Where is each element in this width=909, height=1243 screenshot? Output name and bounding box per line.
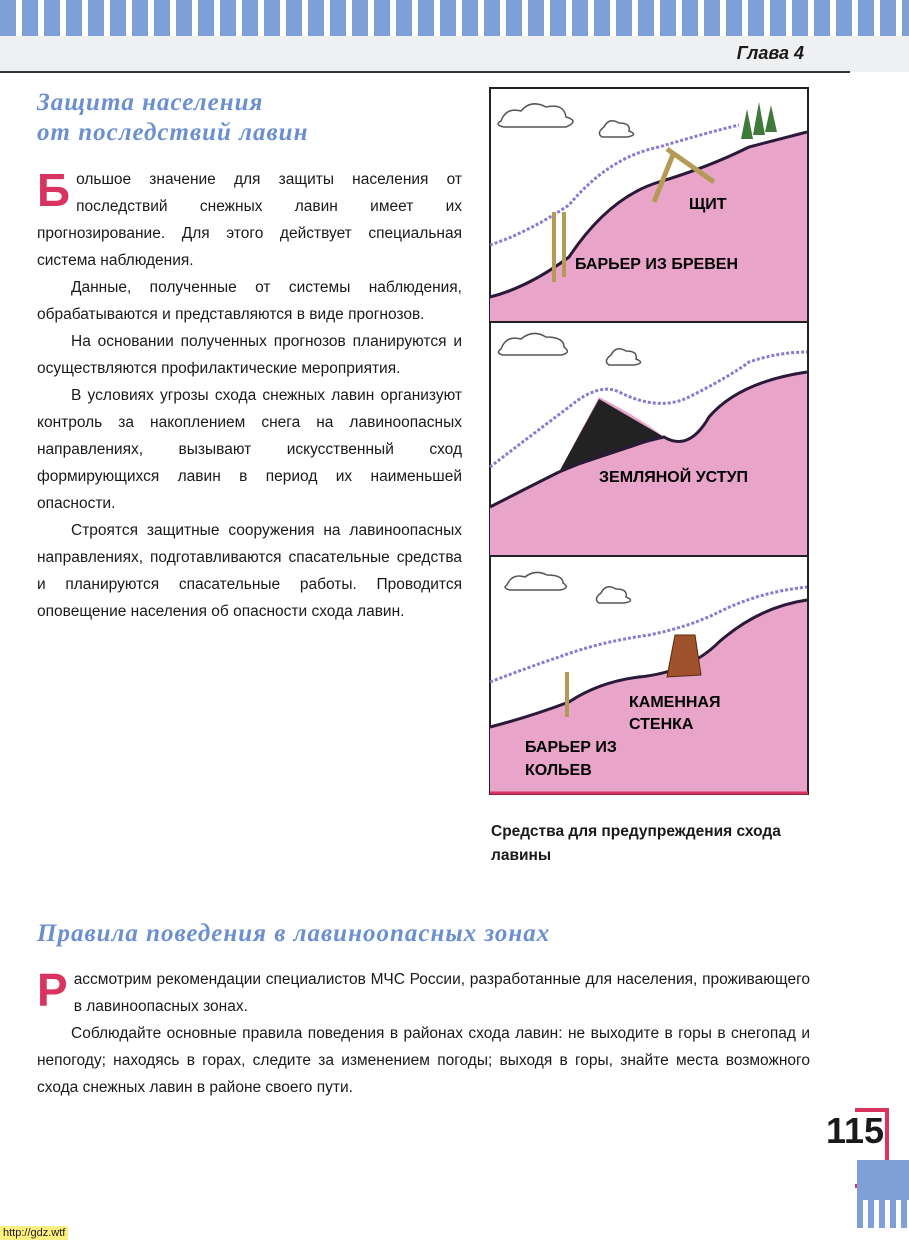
section-title: Правила поведения в лавиноопасных зонах: [37, 920, 551, 947]
watermark: http://gdz.wtf: [0, 1226, 68, 1240]
label-stake-barrier-2: КОЛЬЕВ: [525, 762, 592, 779]
paragraph: [37, 966, 810, 1020]
section-body: [37, 166, 462, 625]
drop-cap: Р: [37, 964, 68, 1016]
paragraph: Строятся защитные сооружения на лавиноопасных направлениях, подготавливаются спасательные средства и планируются спасательные работы. Проводится оповещение населения об опасности схода лавин.: [37, 522, 462, 620]
chapter-label: Глава 4: [736, 43, 804, 63]
label-stone-wall-1: КАМЕННАЯ: [629, 694, 721, 711]
label-stake-barrier-1: БАРЬЕР ИЗ: [525, 739, 617, 756]
paragraph: На основании полученных прогнозов планируются и осуществляются профилактические мероприятия.: [37, 333, 462, 377]
section-body: [37, 966, 810, 1101]
section-title: [37, 88, 308, 148]
label-shield: ЩИТ: [689, 196, 727, 213]
header-stripes: [0, 0, 909, 36]
paragraph-text: ассмотрим рекомендации специалистов МЧС России, разработанные для населения, проживающего в лавиноопасных зонах.: [73, 971, 810, 1015]
label-stone-wall-2: СТЕНКА: [629, 716, 694, 733]
title-line-2: от последствий лавин: [37, 119, 309, 146]
page-corner-stripes: [857, 1200, 909, 1228]
page-number: 115: [826, 1110, 885, 1151]
paragraph: Данные, полученные от системы наблюдения, обрабатываются и представляются в виде прогнозов.: [37, 279, 462, 323]
label-log-barrier: БАРЬЕР ИЗ БРЕВЕН: [575, 256, 738, 273]
page-corner-block: [857, 1160, 909, 1200]
figure-caption: Средства для предупреждения схода лавины: [491, 823, 781, 864]
paragraph-text: ольшое значение для защиты населения от последствий снежных лавин имеет их прогнозирование. Для этого действует специальная система наблюдения.: [37, 171, 462, 269]
paragraph: [37, 166, 462, 274]
header-rule: [0, 71, 850, 73]
drop-cap: Б: [37, 164, 71, 216]
title-line-1: Защита населения: [37, 89, 264, 116]
paragraph: Соблюдайте основные правила поведения в районах схода лавин: не выходите в горы в снегопад и непогоду; находясь в горах, следите за изменением погоды; выходя в горы, знайте места возможного схода снежных лавин в районе своего пути.: [37, 1025, 810, 1096]
avalanche-protection-illustration: [489, 87, 809, 795]
paragraph: В условиях угрозы схода снежных лавин организуют контроль за накоплением снега на лавиноопасных направлениях, вызывают искусственный сход формирующихся лавин в период их наименьшей опасности.: [37, 387, 462, 512]
label-earth-ledge: ЗЕМЛЯНОЙ УСТУП: [599, 469, 749, 486]
